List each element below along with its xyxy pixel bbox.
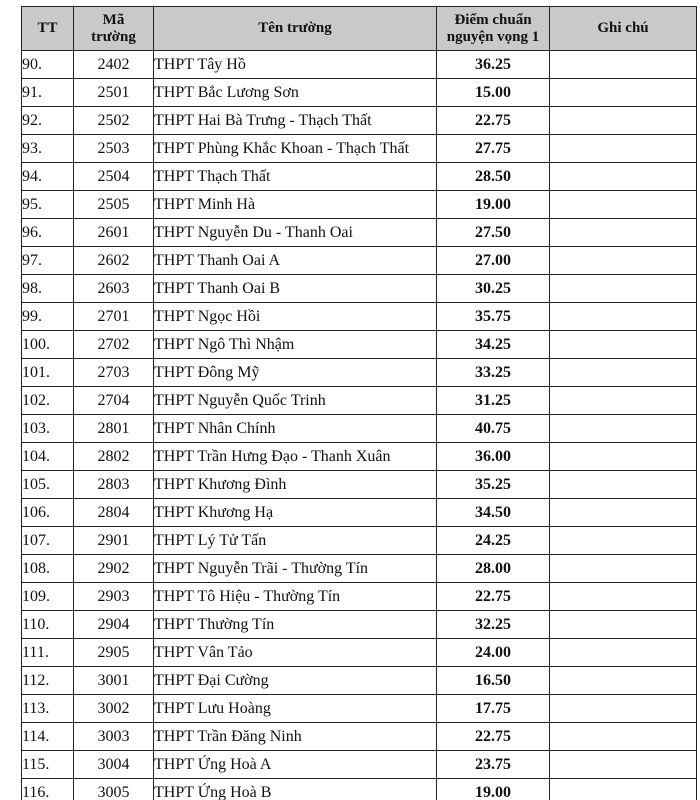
school-code: 2704 xyxy=(74,387,154,415)
table-row xyxy=(22,163,697,191)
school-code: 2602 xyxy=(74,247,154,275)
header-school-code xyxy=(74,7,154,51)
table-row xyxy=(22,611,697,639)
benchmark-score: 22.75 xyxy=(437,107,550,135)
note-cell xyxy=(550,443,697,471)
benchmark-score: 40.75 xyxy=(437,415,550,443)
table-row xyxy=(22,219,697,247)
note-cell xyxy=(550,163,697,191)
school-name: THPT Phùng Khắc Khoan - Thạch Thất xyxy=(154,135,437,163)
note-cell xyxy=(550,639,697,667)
row-number: 110. xyxy=(22,611,74,639)
benchmark-score: 35.75 xyxy=(437,303,550,331)
table-row xyxy=(22,303,697,331)
school-code: 2601 xyxy=(74,219,154,247)
school-code: 3002 xyxy=(74,695,154,723)
benchmark-score: 34.50 xyxy=(437,499,550,527)
note-cell xyxy=(550,79,697,107)
school-code: 3003 xyxy=(74,723,154,751)
header-benchmark-score-line1: Điểm chuẩn xyxy=(454,11,532,28)
benchmark-score: 36.25 xyxy=(437,51,550,79)
header-tt: TT xyxy=(22,7,74,51)
benchmark-score: 27.75 xyxy=(437,135,550,163)
table-row xyxy=(22,79,697,107)
benchmark-score: 16.50 xyxy=(437,667,550,695)
school-code: 2802 xyxy=(74,443,154,471)
benchmark-score: 28.00 xyxy=(437,555,550,583)
table-row xyxy=(22,583,697,611)
note-cell xyxy=(550,51,697,79)
school-name: THPT Ngô Thì Nhậm xyxy=(154,331,437,359)
benchmark-score: 36.00 xyxy=(437,443,550,471)
school-code: 2801 xyxy=(74,415,154,443)
header-note: Ghi chú xyxy=(550,7,697,51)
table-row xyxy=(22,667,697,695)
school-code: 3001 xyxy=(74,667,154,695)
table-row xyxy=(22,499,697,527)
table-row xyxy=(22,387,697,415)
note-cell xyxy=(550,583,697,611)
school-name: THPT Lý Tử Tấn xyxy=(154,527,437,555)
row-number: 115. xyxy=(22,751,74,779)
header-school-code-line2: trường xyxy=(91,28,136,45)
benchmark-score: 27.50 xyxy=(437,219,550,247)
benchmark-score: 35.25 xyxy=(437,471,550,499)
table-row xyxy=(22,275,697,303)
school-name: THPT Thạch Thất xyxy=(154,163,437,191)
benchmark-score: 23.75 xyxy=(437,751,550,779)
note-cell xyxy=(550,779,697,800)
header-benchmark-score-line2: nguyện vọng 1 xyxy=(446,28,540,45)
row-number: 90. xyxy=(22,51,74,79)
school-code: 3004 xyxy=(74,751,154,779)
table-row xyxy=(22,51,697,79)
row-number: 107. xyxy=(22,527,74,555)
school-code: 2501 xyxy=(74,79,154,107)
row-number: 94. xyxy=(22,163,74,191)
school-name: THPT Nhân Chính xyxy=(154,415,437,443)
note-cell xyxy=(550,695,697,723)
row-number: 97. xyxy=(22,247,74,275)
table-row xyxy=(22,779,697,800)
note-cell xyxy=(550,359,697,387)
benchmark-score: 17.75 xyxy=(437,695,550,723)
header-benchmark-score xyxy=(437,7,550,51)
benchmark-score: 15.00 xyxy=(437,79,550,107)
benchmark-score: 19.00 xyxy=(437,191,550,219)
table-row xyxy=(22,331,697,359)
row-number: 103. xyxy=(22,415,74,443)
note-cell xyxy=(550,219,697,247)
header-school-code-line1: Mã xyxy=(102,11,125,28)
school-name: THPT Nguyễn Trãi - Thường Tín xyxy=(154,555,437,583)
school-name: THPT Thanh Oai A xyxy=(154,247,437,275)
school-name: THPT Bắc Lương Sơn xyxy=(154,79,437,107)
table-row xyxy=(22,359,697,387)
table-row xyxy=(22,527,697,555)
school-name: THPT Đông Mỹ xyxy=(154,359,437,387)
school-name: THPT Thường Tín xyxy=(154,611,437,639)
school-code: 2901 xyxy=(74,527,154,555)
school-code: 2502 xyxy=(74,107,154,135)
benchmark-score: 30.25 xyxy=(437,275,550,303)
note-cell xyxy=(550,471,697,499)
row-number: 101. xyxy=(22,359,74,387)
school-code: 2402 xyxy=(74,51,154,79)
row-number: 92. xyxy=(22,107,74,135)
table-row xyxy=(22,471,697,499)
table-row xyxy=(22,723,697,751)
school-name: THPT Tô Hiệu - Thường Tín xyxy=(154,583,437,611)
school-code: 2804 xyxy=(74,499,154,527)
row-number: 104. xyxy=(22,443,74,471)
benchmark-score: 28.50 xyxy=(437,163,550,191)
table-row xyxy=(22,695,697,723)
school-name: THPT Ngọc Hồi xyxy=(154,303,437,331)
row-number: 98. xyxy=(22,275,74,303)
school-code: 2603 xyxy=(74,275,154,303)
school-code: 2503 xyxy=(74,135,154,163)
row-number: 102. xyxy=(22,387,74,415)
row-number: 112. xyxy=(22,667,74,695)
benchmark-score: 34.25 xyxy=(437,331,550,359)
school-name: THPT Trần Hưng Đạo - Thanh Xuân xyxy=(154,443,437,471)
school-name: THPT Hai Bà Trưng - Thạch Thất xyxy=(154,107,437,135)
school-name: THPT Nguyễn Du - Thanh Oai xyxy=(154,219,437,247)
school-name: THPT Khương Đình xyxy=(154,471,437,499)
note-cell xyxy=(550,611,697,639)
row-number: 95. xyxy=(22,191,74,219)
table-header-row xyxy=(22,7,697,51)
row-number: 105. xyxy=(22,471,74,499)
row-number: 113. xyxy=(22,695,74,723)
school-code: 2703 xyxy=(74,359,154,387)
note-cell xyxy=(550,331,697,359)
benchmark-score: 27.00 xyxy=(437,247,550,275)
table-row xyxy=(22,639,697,667)
note-cell xyxy=(550,303,697,331)
benchmark-score: 19.00 xyxy=(437,779,550,800)
school-code: 2904 xyxy=(74,611,154,639)
row-number: 111. xyxy=(22,639,74,667)
school-code: 2702 xyxy=(74,331,154,359)
benchmark-score: 33.25 xyxy=(437,359,550,387)
benchmark-score: 31.25 xyxy=(437,387,550,415)
table-row xyxy=(22,555,697,583)
school-name: THPT Khương Hạ xyxy=(154,499,437,527)
note-cell xyxy=(550,107,697,135)
school-name: THPT Ứng Hoà A xyxy=(154,751,437,779)
benchmark-score: 24.25 xyxy=(437,527,550,555)
row-number: 96. xyxy=(22,219,74,247)
row-number: 99. xyxy=(22,303,74,331)
row-number: 109. xyxy=(22,583,74,611)
row-number: 116. xyxy=(22,779,74,800)
school-name: THPT Minh Hà xyxy=(154,191,437,219)
note-cell xyxy=(550,275,697,303)
benchmark-score: 24.00 xyxy=(437,639,550,667)
row-number: 91. xyxy=(22,79,74,107)
school-code: 2905 xyxy=(74,639,154,667)
table-row xyxy=(22,751,697,779)
note-cell xyxy=(550,751,697,779)
school-name: THPT Tây Hồ xyxy=(154,51,437,79)
note-cell xyxy=(550,555,697,583)
row-number: 108. xyxy=(22,555,74,583)
school-code: 2803 xyxy=(74,471,154,499)
note-cell xyxy=(550,499,697,527)
school-code: 2902 xyxy=(74,555,154,583)
header-school-name: Tên trường xyxy=(154,7,437,51)
school-code: 2903 xyxy=(74,583,154,611)
school-code: 2504 xyxy=(74,163,154,191)
school-name: THPT Lưu Hoàng xyxy=(154,695,437,723)
school-code: 2505 xyxy=(74,191,154,219)
row-number: 100. xyxy=(22,331,74,359)
school-name: THPT Trần Đăng Ninh xyxy=(154,723,437,751)
note-cell xyxy=(550,247,697,275)
school-name: THPT Vân Tảo xyxy=(154,639,437,667)
note-cell xyxy=(550,667,697,695)
note-cell xyxy=(550,191,697,219)
note-cell xyxy=(550,387,697,415)
table-row xyxy=(22,443,697,471)
note-cell xyxy=(550,415,697,443)
school-code: 3005 xyxy=(74,779,154,800)
row-number: 106. xyxy=(22,499,74,527)
row-number: 93. xyxy=(22,135,74,163)
table-row xyxy=(22,135,697,163)
admission-score-table xyxy=(21,6,697,800)
school-name: THPT Ứng Hoà B xyxy=(154,779,437,800)
row-number: 114. xyxy=(22,723,74,751)
school-code: 2701 xyxy=(74,303,154,331)
benchmark-score: 22.75 xyxy=(437,723,550,751)
table-row xyxy=(22,107,697,135)
school-name: THPT Nguyễn Quốc Trinh xyxy=(154,387,437,415)
school-name: THPT Thanh Oai B xyxy=(154,275,437,303)
table-row xyxy=(22,247,697,275)
school-name: THPT Đại Cường xyxy=(154,667,437,695)
benchmark-score: 32.25 xyxy=(437,611,550,639)
table-row xyxy=(22,191,697,219)
benchmark-score: 22.75 xyxy=(437,583,550,611)
table-row xyxy=(22,415,697,443)
note-cell xyxy=(550,723,697,751)
note-cell xyxy=(550,527,697,555)
note-cell xyxy=(550,135,697,163)
